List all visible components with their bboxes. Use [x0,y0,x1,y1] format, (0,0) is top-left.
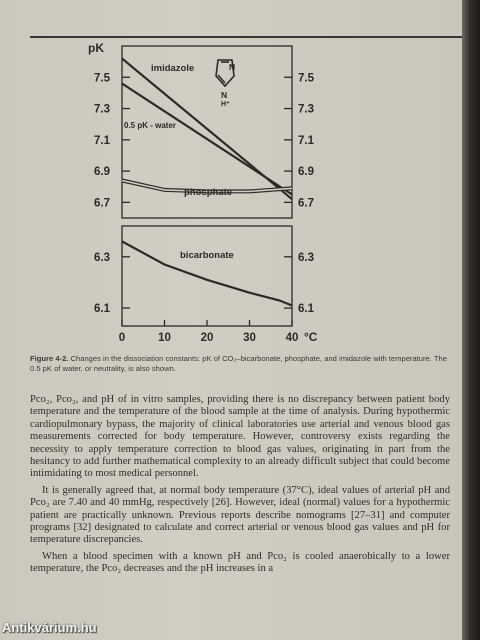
paragraph-2: It is generally agreed that, at normal body temperature (37°C), ideal values of arterial pH and Pco₂ are 7.40 and 40 mmHg, respectively [26]. However, ideal (normal) values for a hypothermic patient are practically unknown. Previous reports describe nomograms [27–31] and computer programs [32] designated to calculate and correct arterial or venous blood gas values and pH for temperature discrepancies. [30,484,450,546]
paragraph-3: When a blood specimen with a known pH and Pco₂ is cooled anaerobically to a lower temperature, the Pco₂ decreases and the pH increases in a [30,550,450,575]
imidazole-h: H⁺ [221,101,230,108]
caption-label: Figure 4-2. [30,354,69,363]
y-tick-label-right: 6.9 [298,166,314,179]
watermark: Antikvárium.hu [2,620,97,635]
y-tick-label-right: 7.5 [298,72,314,85]
y-tick-label-right: 6.3 [298,251,314,264]
imidazole-n-bottom: N [221,90,228,100]
imidazole-n-top: N [229,62,236,72]
x-tick-label: 0 [118,332,126,344]
paragraph-1: Pco₂, Pco₂, and pH of in vitro samples, providing there is no discrepancy between patient body temperature and the temperature of the blood sample at the time of analysis. During hypothermic cardiopulmonary bypass, the majority of clinical laboratories use arterial and venous blood gas measurements corrected for body temperature. However, controversy exists regarding the necessity to apply temperature correction to blood gas values, originating in part from the hesitancy to add further mathematical complexity to an already difficult subject that could become intimidating to most medical personnel. [30,394,450,480]
y-tick-label-right: 6.7 [298,197,314,210]
y-tick-label-right: 7.3 [298,103,314,116]
y-tick-label-left: 6.9 [94,166,110,179]
y-tick-label-left: 6.3 [94,251,110,264]
y-axis-label: pK [88,41,104,55]
y-tick-label-right: 6.1 [298,303,314,316]
label-imidazole: imidazole [151,63,195,74]
x-tick-label: 40 [285,332,299,344]
y-tick-label-left: 6.1 [94,303,110,316]
x-tick-label: 30 [243,332,256,344]
caption-text: Changes in the dissociation constants: pK of CO₂–bicarbonate, phosphate, and imidazole with temperature. The 0.5 pK of water, or neutrality, is also shown. [30,354,447,373]
x-unit-label: °C [304,330,318,344]
label-water: 0.5 pK - water [124,121,177,130]
y-tick-label-right: 7.1 [298,134,314,147]
figure-caption [30,354,448,374]
y-tick-label-left: 7.3 [94,103,110,116]
body-text [30,394,450,580]
label-bicarbonate: bicarbonate [180,250,234,261]
x-tick-label: 20 [200,332,214,344]
lower-plot-frame [122,226,292,326]
series-line-water [122,84,292,195]
y-tick-label-left: 6.7 [94,197,110,210]
label-phosphate: phosphate [184,187,233,198]
y-tick-label-left: 7.5 [94,72,110,85]
x-tick-label: 10 [158,332,171,344]
y-tick-label-left: 7.1 [94,134,110,147]
